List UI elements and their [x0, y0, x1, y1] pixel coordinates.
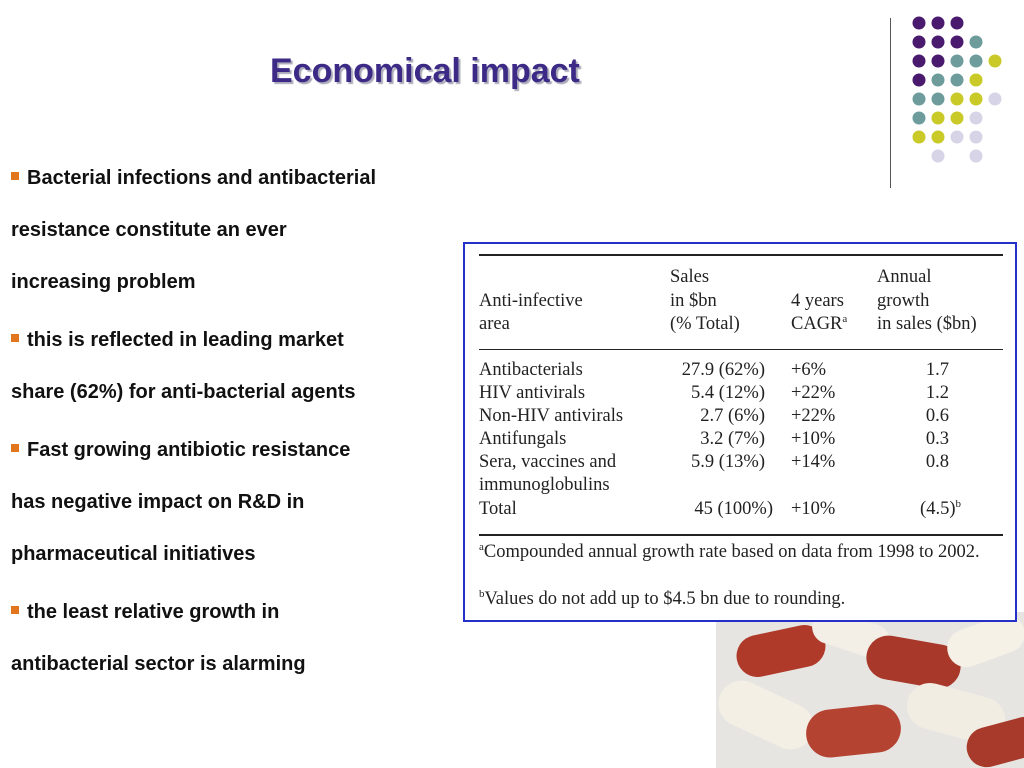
market-table: [463, 242, 1017, 622]
footnote-b-mark: b: [479, 587, 485, 600]
bullet-text: Bacterial infections and antibacterial: [27, 167, 376, 189]
decorative-dot: [951, 93, 964, 106]
header-growth-line2: growth: [877, 291, 930, 311]
decorative-dot: [951, 112, 964, 125]
cell-cagr: +22%: [791, 406, 836, 426]
header-cagr-text: CAGR: [791, 314, 843, 334]
cell-cagr: +14%: [791, 452, 836, 472]
header-cagr-sup: a: [842, 312, 848, 325]
cell-sales: 2.7 (6%): [700, 406, 765, 426]
bullet-marker-icon: [11, 334, 19, 342]
decorative-dot: [970, 55, 983, 68]
decorative-dot: [970, 36, 983, 49]
decorative-dot: [932, 131, 945, 144]
footnote-a: [479, 541, 1003, 564]
cell-growth: 1.2: [925, 383, 949, 403]
decorative-dot: [913, 36, 926, 49]
header-sales-line1: Sales: [670, 267, 710, 287]
footnote-b: [479, 588, 1003, 611]
header-cagr-line1: 4 years: [791, 291, 844, 311]
bullet-item: [11, 586, 471, 690]
pill-icon: [716, 673, 821, 757]
decorative-dot: [970, 74, 983, 87]
cell-area: Non-HIV antivirals: [479, 406, 624, 426]
decorative-dot: [951, 55, 964, 68]
header-sales-line3: (% Total): [670, 314, 740, 334]
decorative-dot: [989, 93, 1002, 106]
footnote-a-mark: a: [479, 540, 484, 553]
table-bottom-rule: [479, 534, 1003, 536]
bullet-item: [11, 424, 471, 580]
cell-area: Antifungals: [479, 429, 567, 449]
cell-cagr: +10%: [791, 429, 836, 449]
decorative-dot: [932, 74, 945, 87]
header-growth-line1: Annual: [877, 267, 932, 287]
decorative-dot: [932, 36, 945, 49]
bullet-text: the least relative growth in: [27, 601, 280, 623]
cell-growth: 0.6: [925, 406, 949, 426]
cell-sales: 3.2 (7%): [700, 429, 765, 449]
decorative-dot: [951, 131, 964, 144]
bullet-marker-icon: [11, 172, 19, 180]
bullet-marker-icon: [11, 606, 19, 614]
bullet-text: pharmaceutical initiatives: [11, 543, 256, 565]
cell-growth-total: [865, 498, 961, 521]
cell-cagr-total: +10%: [791, 499, 836, 519]
decorative-dot: [932, 150, 945, 163]
cell-growth-total-text: (4.5): [920, 499, 956, 519]
decorative-dot: [932, 17, 945, 30]
cell-growth: 1.7: [925, 360, 949, 380]
footnote-b-text: Values do not add up to $4.5 bn due to rounding.: [484, 589, 846, 609]
bullet-item: [11, 314, 471, 418]
bullet-text: has negative impact on R&D in: [11, 491, 305, 513]
slide-title: Economical impact: [270, 52, 580, 90]
bullet-text: this is reflected in leading market: [27, 329, 344, 351]
cell-sales-total: 45 (100%): [694, 499, 773, 519]
cell-area-total: Total: [479, 499, 517, 519]
decorative-dot: [932, 55, 945, 68]
cell-area: Antibacterials: [479, 360, 583, 380]
cell-area: HIV antivirals: [479, 383, 586, 403]
cell-area: Sera, vaccines and: [479, 452, 617, 472]
table-header-rule: [479, 349, 1003, 350]
decorative-dot: [932, 93, 945, 106]
bullet-list: [11, 152, 471, 696]
bullet-text: resistance constitute an ever: [11, 219, 287, 241]
decorative-dot: [970, 150, 983, 163]
bullet-item: [11, 152, 471, 308]
pills-background-image: [716, 612, 1024, 768]
decorative-dot: [970, 93, 983, 106]
cell-sales: 27.9 (62%): [681, 360, 765, 380]
cell-cagr: +22%: [791, 383, 836, 403]
divider-line: [890, 18, 891, 188]
cell-area-line2: immunoglobulins: [479, 475, 610, 495]
decorative-dot: [951, 74, 964, 87]
decorative-dot: [913, 131, 926, 144]
decorative-dot: [913, 74, 926, 87]
decorative-dot: [932, 112, 945, 125]
header-area-line1: Anti-infective: [479, 291, 583, 311]
cell-sales: 5.9 (13%): [691, 452, 765, 472]
cell-growth: 0.8: [925, 452, 949, 472]
decorative-dot: [913, 55, 926, 68]
header-sales-line2: in $bn: [670, 291, 717, 311]
decorative-dot: [913, 93, 926, 106]
footnote-a-text: Compounded annual growth rate based on data from 1998 to 2002.: [483, 542, 980, 562]
decorative-dot: [951, 36, 964, 49]
bullet-marker-icon: [11, 444, 19, 452]
pill-icon: [804, 702, 903, 760]
cell-cagr: +6%: [791, 360, 827, 380]
decorative-dot: [970, 112, 983, 125]
decorative-dot: [913, 17, 926, 30]
decorative-dot: [970, 131, 983, 144]
header-area-line2: area: [479, 314, 510, 334]
header-cagr-line2: [791, 313, 847, 336]
bullet-text: Fast growing antibiotic resistance: [27, 439, 351, 461]
bullet-text: antibacterial sector is alarming: [11, 653, 306, 675]
decorative-dot: [913, 112, 926, 125]
decorative-dot: [951, 17, 964, 30]
table-top-rule: [479, 254, 1003, 256]
bullet-text: share (62%) for anti-bacterial agents: [11, 381, 356, 403]
decorative-dot: [989, 55, 1002, 68]
cell-growth-total-sup: b: [955, 497, 961, 510]
cell-sales: 5.4 (12%): [691, 383, 765, 403]
cell-growth: 0.3: [925, 429, 949, 449]
bullet-text: increasing problem: [11, 271, 196, 293]
header-growth-line3: in sales ($bn): [877, 314, 977, 334]
